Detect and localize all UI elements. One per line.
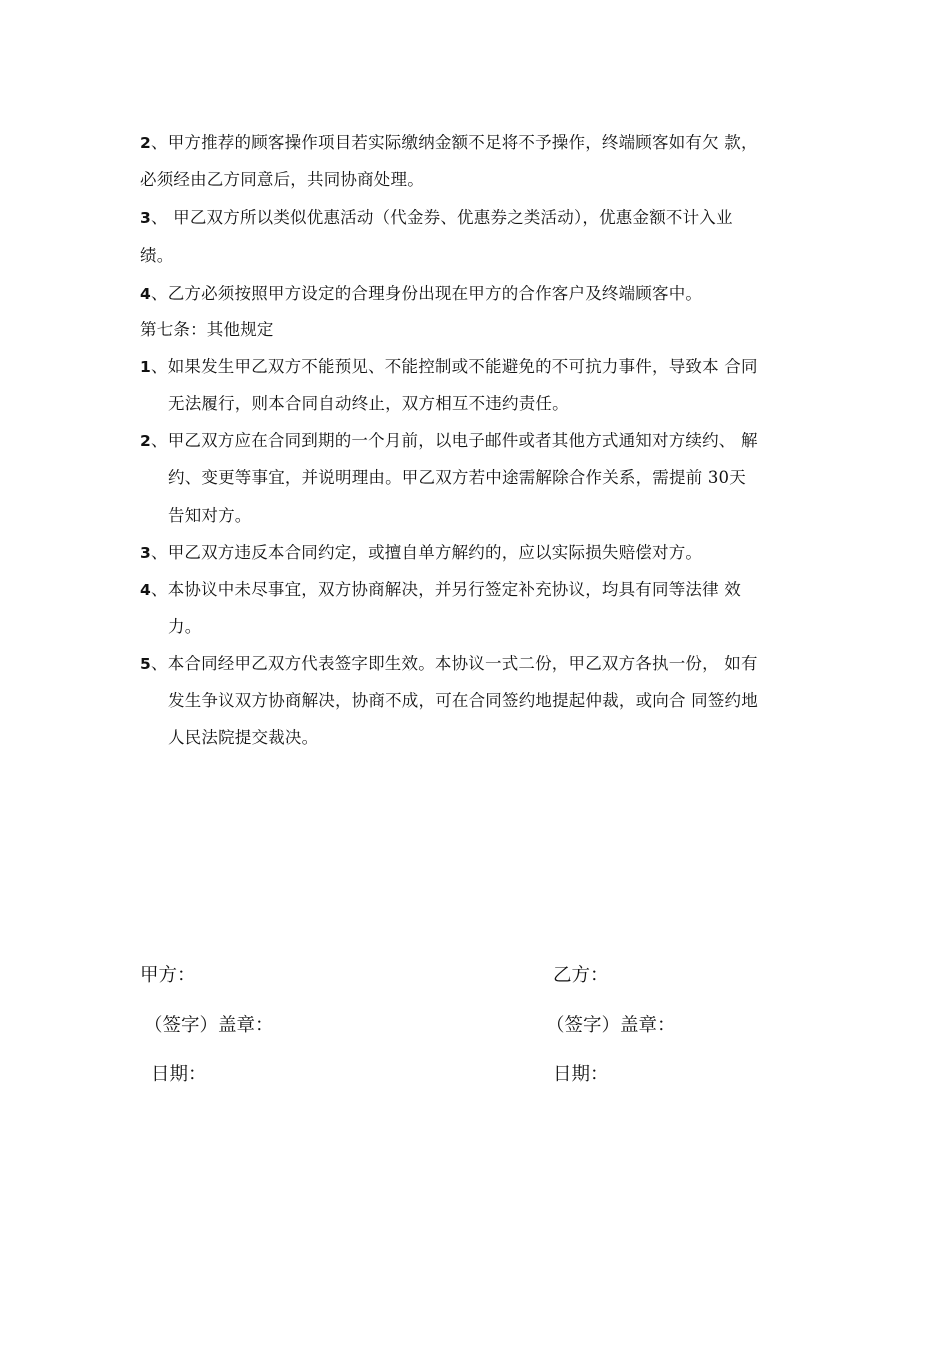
party-a-sign-line: （签字）盖章： [144,1015,274,1036]
article-7-item-1-line-1 [140,355,758,379]
party-a-label: 甲方： [140,965,196,986]
clause-2-line-1 [140,131,758,155]
article-7-item-2-line-3: 告知对方。 [168,506,252,525]
clause-number: 1 [140,358,151,376]
clause-text: 、甲方推荐的顾客操作项目若实际缴纳金额不足将不予操作，终端顾客如有欠 款， [151,133,758,152]
clause-text: 、本协议中未尽事宜，双方协商解决，并另行签定补充协议，均具有同等法律 效 [151,580,741,599]
party-b-sign-line: （签字）盖章： [546,1015,676,1036]
clause-number: 2 [140,432,151,450]
clause-4-line-1 [140,282,702,306]
article-7-item-5-line-3: 人民法院提交裁决。 [168,728,319,747]
article-7-heading: 第七条：其他规定 [140,320,274,339]
clause-text: 、本合同经甲乙双方代表签字即生效。本协议一式二份，甲乙双方各执一份， 如有 [151,654,758,673]
clause-text: 、甲乙双方违反本合同约定，或擅自单方解约的，应以实际损失赔偿对方。 [151,543,703,562]
clause-number: 2 [140,134,151,152]
clause-number: 5 [140,655,151,673]
article-7-item-3-line-1 [140,541,702,565]
clause-3-line-2: 绩。 [140,246,174,265]
party-a-date-line: 日期： [151,1064,207,1085]
clause-number: 4 [140,285,151,303]
clause-text: 、乙方必须按照甲方设定的合理身份出现在甲方的合作客户及终端顾客中。 [151,284,703,303]
article-7-item-1-line-2: 无法履行，则本合同自动终止，双方相互不违约责任。 [168,394,569,413]
clause-text: 、如果发生甲乙双方不能预见、不能控制或不能避免的不可抗力事件，导致本 合同 [151,357,758,376]
party-b-date-line: 日期： [553,1064,609,1085]
clause-number: 4 [140,581,151,599]
clause-number: 3 [140,544,151,562]
article-7-item-2-line-2: 约、变更等事宜，并说明理由。甲乙双方若中途需解除合作关系，需提前 30天 [168,468,746,487]
clause-number: 3 [140,209,151,227]
party-b-label: 乙方： [553,965,609,986]
article-7-item-5-line-1 [140,652,758,676]
clause-text: 、 甲乙双方所以类似优惠活动（代金券、优惠券之类活动），优惠金额不计入业 [151,208,733,227]
article-7-item-4-line-1 [140,578,741,602]
clause-text: 、甲乙双方应在合同到期的一个月前，以电子邮件或者其他方式通知对方续约、 解 [151,431,758,450]
article-7-item-2-line-1 [140,429,758,453]
article-7-item-5-line-2: 发生争议双方协商解决，协商不成，可在合同签约地提起仲裁，或向合 同签约地 [168,691,758,710]
clause-3-line-1 [140,206,733,230]
article-7-item-4-line-2: 力。 [168,617,202,636]
clause-2-line-2: 必须经由乙方同意后，共同协商处理。 [140,170,424,189]
